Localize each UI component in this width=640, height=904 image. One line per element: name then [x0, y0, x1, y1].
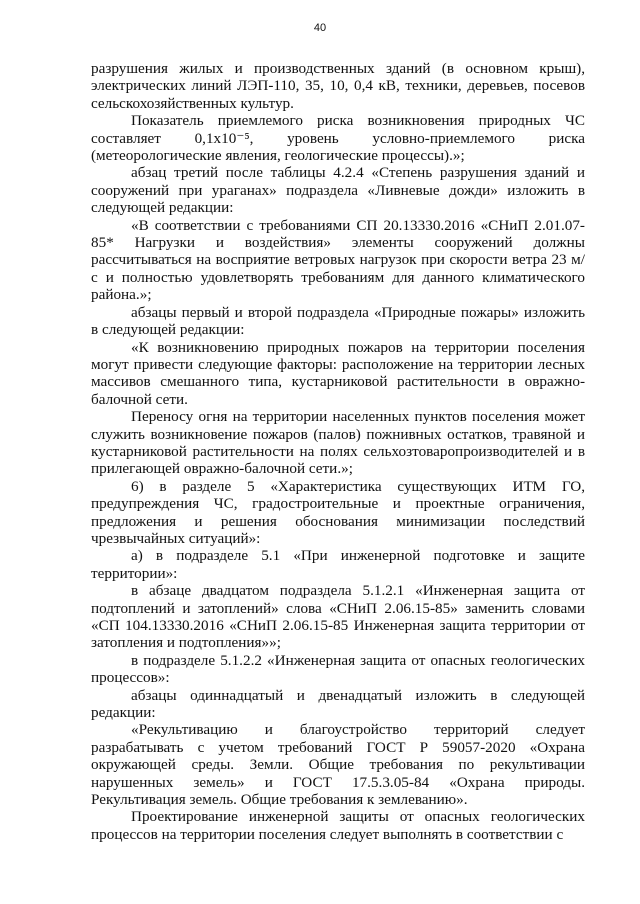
paragraph: абзацы одиннадцатый и двенадцатый изложить в следующей редакции: [91, 686, 585, 722]
paragraph: разрушения жилых и производственных зданий (в основном крыш), электрических линий ЛЭП-110, 35, 10, 0,4 кВ, техники, деревьев, посевов сельскохозяйственных культур. [91, 60, 585, 112]
paragraph: «В соответствии с требованиями СП 20.13330.2016 «СНиП 2.01.07-85* Нагрузки и воздействия» элементы сооружений должны рассчитываться на восприятие ветровых нагрузок при скорости ветра 23 м/с и полностью удовлетворять требованиям для данного климатического района.»; [91, 216, 585, 304]
paragraph: «Рекультивацию и благоустройство территорий следует разрабатывать с учетом требований ГОСТ Р 59057-2020 «Охрана окружающей среды. Земли. Общие требования по рекультивации нарушенных земель» и ГОСТ 17.5.3.05-84 «Охрана природы. Рекультивация земель. Общие требования к землеванию». [91, 721, 585, 809]
paragraph: а) в подразделе 5.1 «При инженерной подготовке и защите территории»: [91, 547, 585, 582]
paragraph: в абзаце двадцатом подраздела 5.1.2.1 «Инженерная защита от подтоплений и затоплений» слова «СНиП 2.06.15-85» заменить словами «СП 104.13330.2016 «СНиП 2.06.15-85 Инженерная защита территории от затопления и подтопления»»; [91, 582, 585, 652]
paragraph: 6) в разделе 5 «Характеристика существующих ИТМ ГО, предупреждения ЧС, градостроительные и проектные ограничения, предложения и решения обоснования минимизации последствий чрезвычайных ситуаций»: [91, 477, 585, 547]
paragraph: абзацы первый и второй подраздела «Природные пожары» изложить в следующей редакции: [91, 303, 585, 339]
paragraph: Проектирование инженерной защиты от опасных геологических процессов на территории поселения следует выполнять в соответствии с [91, 808, 585, 843]
paragraph: Переносу огня на территории населенных пунктов поселения может служить возникновение пожаров (палов) пожнивных остатков, травяной и кустарниковой растительности на полях сельхозтоваропроизводителей и в прилегающей овражно-балочной сети.»; [91, 408, 585, 478]
paragraph: Показатель приемлемого риска возникновения природных ЧС составляет 0,1x10⁻⁵, уровень условно-приемлемого риска (метеорологические явления, геологические процессы).»; [91, 112, 585, 165]
paragraph: в подразделе 5.1.2.2 «Инженерная защита от опасных геологических процессов»: [91, 651, 585, 687]
paragraph: «К возникновению природных пожаров на территории поселения могут привести следующие факторы: расположение на территории лесных массивов смешанного типа, кустарниковой растительности в овражно-балочной сети. [91, 338, 585, 408]
document-body [91, 60, 585, 843]
page-number: 40 [313, 22, 327, 34]
paragraph: абзац третий после таблицы 4.2.4 «Степень разрушения зданий и сооружений при ураганах» подраздела «Ливневые дожди» изложить в следующей редакции: [91, 164, 585, 217]
